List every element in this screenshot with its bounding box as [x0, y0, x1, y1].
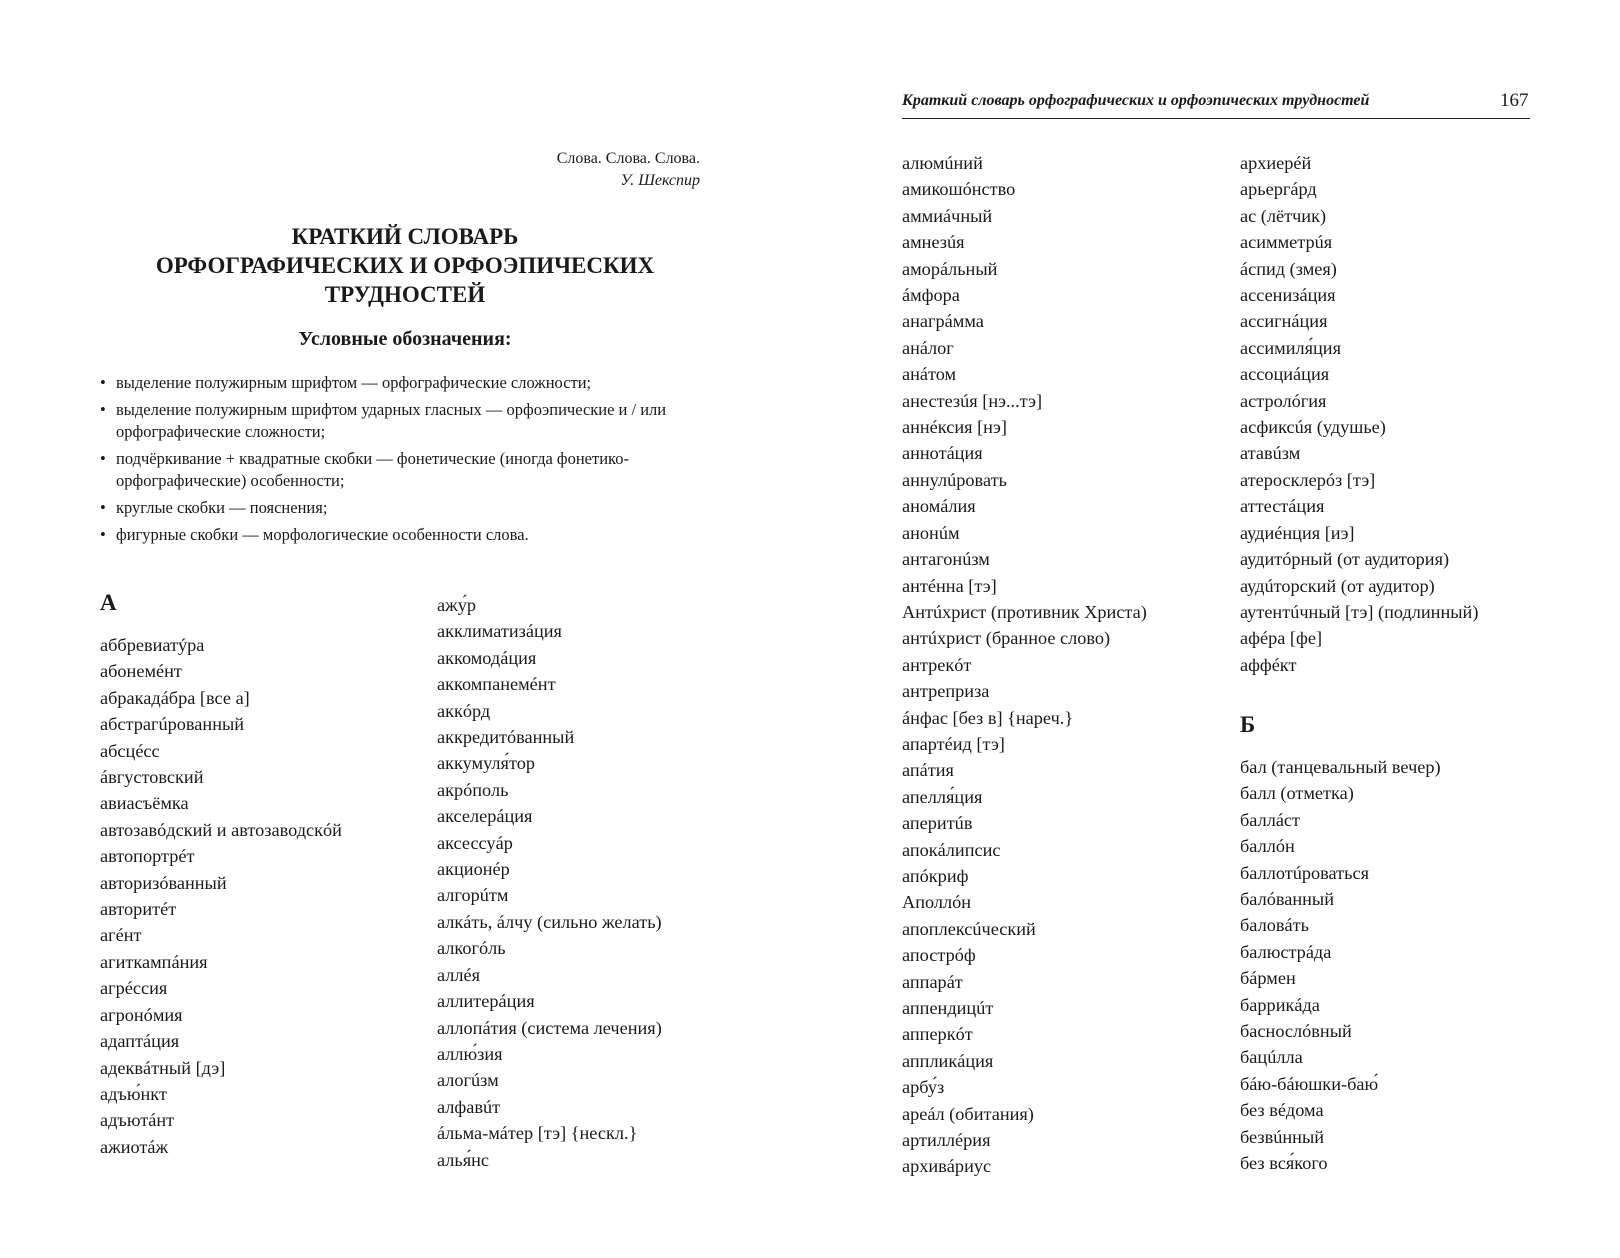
dictionary-entry: баснослóвный [1240, 1021, 1352, 1042]
dictionary-entry: áспид (змея) [1240, 258, 1337, 279]
legend-list [100, 372, 720, 551]
dictionary-entry: адаптáция [100, 1031, 180, 1052]
dictionary-entry: атеросклерóз [тэ] [1240, 469, 1376, 490]
dictionary-entry: аудúторский (от аудитор) [1240, 575, 1435, 596]
dictionary-entry: адъютáнт [100, 1110, 175, 1131]
dictionary-entry: áнфас [без в] {нареч.} [902, 707, 1074, 728]
dictionary-entry: адъю́нкт [100, 1083, 167, 1104]
dictionary-entry: аббревиатýра [100, 635, 205, 655]
legend-item: • фигурные скобки — морфологические особенности слова. [100, 524, 720, 546]
dictionary-entry: акклиматизáция [437, 621, 562, 642]
dictionary-entry: бáрмен [1240, 968, 1296, 989]
dictionary-entry: ас (лётчик) [1240, 205, 1327, 226]
dictionary-entry: агиткампáния [100, 951, 208, 972]
dictionary-entry: баллáст [1240, 809, 1301, 830]
dictionary-entry: áльма-мáтер [тэ] {нескл.} [437, 1123, 638, 1144]
dictionary-entry: ассигнáция [1240, 311, 1328, 332]
dictionary-entry: асимметрúя [1240, 232, 1333, 253]
dictionary-column-2 [437, 592, 662, 1173]
dictionary-entry: аудитóрный (от аудитория) [1240, 549, 1450, 570]
dictionary-entry: безвúнный [1240, 1126, 1325, 1147]
dictionary-column-1 [100, 632, 342, 1160]
dictionary-entry: аффéкт [1240, 654, 1297, 675]
dictionary-entry: аппендицúт [902, 998, 994, 1018]
dictionary-entry: анагрáмма [902, 311, 984, 332]
dictionary-column-4a [1240, 150, 1478, 678]
dictionary-entry: акрóполь [437, 779, 509, 800]
epigraph-quote: Слова. Слова. Слова. [556, 150, 700, 167]
legend-item: • выделение полужирным шрифтом — орфографические сложности; [100, 372, 720, 394]
dictionary-entry: астролóгия [1240, 390, 1327, 411]
dictionary-entry: архивáриус [902, 1156, 992, 1177]
dictionary-entry: амикошóнство [902, 179, 1016, 200]
dictionary-entry: аннéксия [нэ] [902, 417, 1007, 438]
page-number: 167 [1500, 90, 1529, 111]
dictionary-entry: алюмúний [902, 153, 983, 173]
dictionary-entry: алфавúт [437, 1096, 501, 1117]
dictionary-entry: аккомпанемéнт [437, 674, 556, 695]
dictionary-entry: асфиксúя (удушье) [1240, 417, 1386, 438]
title-line: ОРФОГРАФИЧЕСКИХ И ОРФОЭПИЧЕСКИХ [155, 253, 655, 278]
dictionary-entry: апоплексúческий [902, 918, 1036, 939]
legend-item: • подчёркивание + квадратные скобки — фонетические (иногда фонетико-орфографические) особенности; [100, 448, 720, 492]
title-line: ТРУДНОСТЕЙ [324, 282, 486, 307]
dictionary-entry: атавúзм [1240, 443, 1301, 464]
dictionary-entry: абстрагúрованный [100, 714, 245, 735]
dictionary-entry: апострóф [902, 945, 976, 966]
dictionary-entry: алкáть, áлчу (сильно желать) [437, 911, 662, 932]
dictionary-entry: автозавóдский и автозаводскóй [100, 819, 342, 840]
dictionary-entry: аттестáция [1240, 496, 1325, 517]
dictionary-entry: аккредитóванный [437, 727, 575, 748]
dictionary-entry: аккóрд [437, 700, 491, 721]
dictionary-entry: аппарáт [902, 971, 963, 992]
dictionary-entry: адеквáтный [дэ] [100, 1057, 226, 1078]
dictionary-entry: архиерéй [1240, 153, 1312, 173]
dictionary-entry: антрекóт [902, 654, 972, 675]
dictionary-entry: апперкóт [902, 1024, 973, 1045]
dictionary-entry: авторизóванный [100, 872, 227, 893]
dictionary-entry: ажиотáж [100, 1136, 169, 1157]
dictionary-entry: аксессуáр [437, 832, 513, 853]
dictionary-entry: бацúлла [1240, 1047, 1303, 1068]
dictionary-entry: без вся́кого [1240, 1153, 1328, 1174]
dictionary-column-3 [902, 150, 1147, 1180]
legend-item: • круглые скобки — пояснения; [100, 497, 720, 519]
dictionary-entry: Аполлóн [902, 892, 972, 913]
dictionary-entry: апáтия [902, 760, 954, 781]
dictionary-entry: аллéя [437, 964, 481, 985]
dictionary-entry: антúхрист (бранное слово) [902, 628, 1111, 649]
epigraph-author: У. Шекспир [620, 172, 700, 189]
dictionary-entry: áмфора [902, 285, 960, 306]
dictionary-entry: акселерáция [437, 806, 533, 827]
dictionary-entry: ассенизáция [1240, 285, 1336, 306]
dictionary-entry: агрéссия [100, 978, 168, 999]
dictionary-entry: áвгустовский [100, 767, 204, 788]
dictionary-entry: агéнт [100, 925, 142, 946]
dictionary-entry: аккомодáция [437, 647, 537, 668]
dictionary-entry: без вéдома [1240, 1100, 1324, 1121]
dictionary-entry: афéра [фе] [1240, 628, 1323, 649]
dictionary-entry: аллю́зия [437, 1043, 503, 1064]
dictionary-entry: алогúзм [437, 1070, 499, 1091]
title-line: КРАТКИЙ СЛОВАРЬ [291, 224, 519, 249]
dictionary-entry: аллитерáция [437, 991, 535, 1012]
dictionary-entry: антагонúзм [902, 549, 990, 570]
dictionary-entry: анестезúя [нэ...тэ] [902, 390, 1043, 411]
dictionary-entry: аккумуля́тор [437, 753, 535, 774]
dictionary-entry: авторитéт [100, 899, 177, 920]
dictionary-entry: аллопáтия (система лечения) [437, 1017, 662, 1038]
dictionary-entry: антéнна [тэ] [902, 575, 997, 596]
legend-item: • выделение полужирным шрифтом ударных гласных — орфоэпические и / или орфографические сложности; [100, 399, 720, 443]
dictionary-entry: апартéид [тэ] [902, 733, 1005, 754]
dictionary-entry: арьергáрд [1240, 179, 1317, 200]
running-head: Краткий словарь орфографических и орфоэпических трудностей [902, 92, 1370, 109]
dictionary-entry: артиллéрия [902, 1130, 991, 1151]
dictionary-entry: апокáлипсис [902, 839, 1001, 860]
dictionary-entry: балюстрáда [1240, 941, 1332, 962]
dictionary-entry: бал (танцевальный вечер) [1240, 757, 1441, 777]
dictionary-entry: аннулúровать [902, 469, 1007, 490]
dictionary-entry: алгорúтм [437, 885, 509, 906]
dictionary-entry: аммиáчный [902, 205, 993, 226]
dictionary-entry: алья́нс [437, 1149, 490, 1170]
dictionary-entry: аутентúчный [тэ] (подлинный) [1240, 601, 1479, 622]
dictionary-entry: аудиéнция [иэ] [1240, 522, 1355, 543]
dictionary-entry: ажу́р [437, 595, 477, 615]
dictionary-entry: балл (отметка) [1240, 783, 1354, 804]
dictionary-entry: абракадáбра [все а] [100, 687, 250, 708]
dictionary-entry: агронóмия [100, 1004, 183, 1025]
dictionary-entry: аморáльный [902, 258, 998, 279]
dictionary-entry: автопортрéт [100, 846, 195, 867]
dictionary-entry: ассоциáция [1240, 364, 1330, 385]
dictionary-entry: Антúхрист (противник Христа) [902, 601, 1147, 622]
page-title [100, 222, 710, 309]
section-letter-b: Б [1240, 712, 1256, 737]
dictionary-entry: баллотúроваться [1240, 862, 1370, 883]
legend-heading: Условные обозначения: [298, 328, 512, 350]
dictionary-entry: ареáл (обитания) [902, 1103, 1034, 1124]
dictionary-entry: бáю-бáюшки-баю́ [1240, 1073, 1379, 1094]
dictionary-entry: алкогóль [437, 938, 506, 959]
dictionary-entry: амнезúя [902, 232, 965, 253]
dictionary-entry: ассимиля́ция [1240, 337, 1341, 358]
dictionary-entry: аппликáция [902, 1050, 994, 1071]
dictionary-entry: авиасъёмка [100, 793, 189, 814]
dictionary-entry: абонемéнт [100, 661, 182, 682]
epigraph [557, 148, 700, 192]
dictionary-entry: антреприза [902, 681, 990, 702]
dictionary-entry: баррикáда [1240, 994, 1320, 1015]
dictionary-entry: анонúм [902, 522, 960, 543]
dictionary-entry: анáлог [902, 337, 954, 358]
dictionary-entry: балóванный [1240, 889, 1334, 910]
dictionary-entry: баллóн [1240, 836, 1295, 857]
header-rule [902, 118, 1530, 119]
dictionary-entry: анáтом [902, 364, 957, 385]
dictionary-entry: аномáлия [902, 496, 976, 517]
dictionary-entry: аперитúв [902, 813, 973, 834]
dictionary-column-4b [1240, 754, 1441, 1177]
dictionary-entry: аннотáция [902, 443, 983, 464]
dictionary-entry: апóкриф [902, 865, 969, 886]
dictionary-entry: апелля́ция [902, 786, 983, 807]
section-letter-a: А [100, 590, 117, 615]
dictionary-entry: акционéр [437, 859, 510, 880]
dictionary-entry: баловáть [1240, 915, 1309, 936]
dictionary-entry: арбу́з [902, 1077, 945, 1098]
dictionary-entry: абсцéсс [100, 740, 160, 761]
